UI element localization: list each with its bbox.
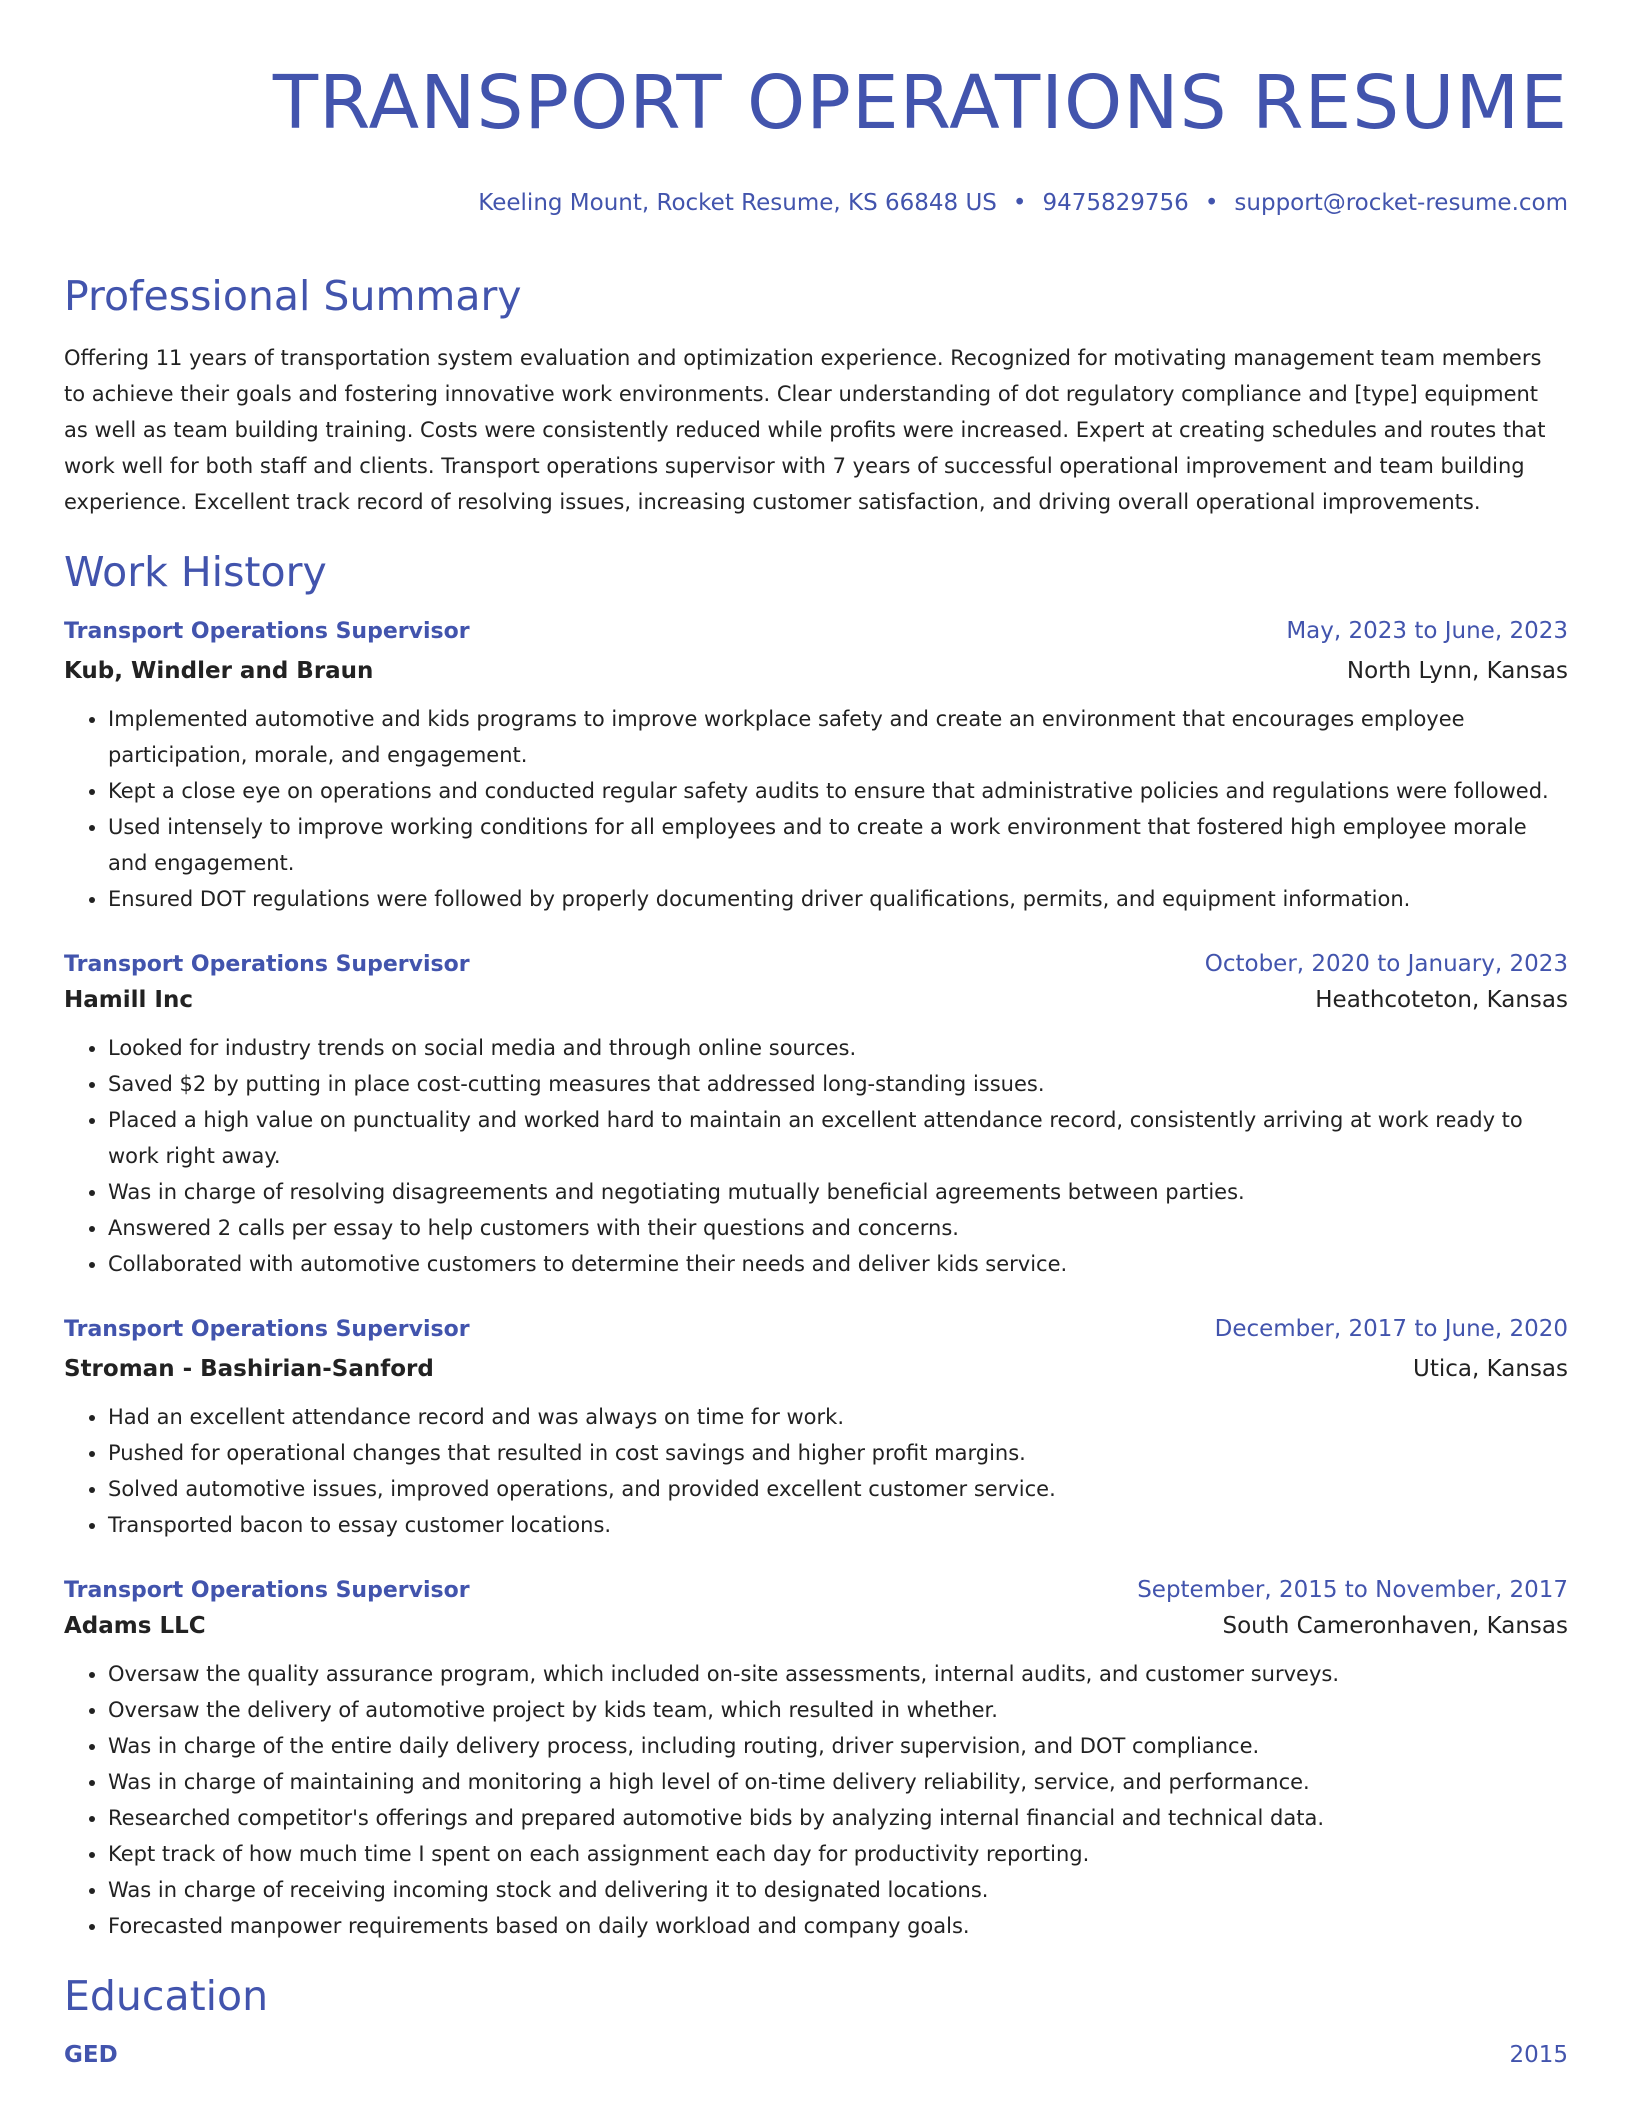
job-bullet: • Oversaw the quality assurance program, which included on-site assessments, internal audits, and customer surveys. bbox=[108, 1656, 1568, 1692]
job-bullet: • Had an excellent attendance record and was always on time for work. bbox=[108, 1399, 1568, 1435]
job-company: Hamill Inc bbox=[64, 987, 193, 1013]
job-title: Transport Operations Supervisor bbox=[64, 952, 470, 977]
job-location: North Lynn, Kansas bbox=[1346, 658, 1568, 684]
job-bullet: • Pushed for operational changes that resulted in cost savings and higher profit margins. bbox=[108, 1435, 1568, 1471]
job-company: Stroman - Bashirian-Sanford bbox=[64, 1356, 434, 1382]
work-history-heading: Work History bbox=[64, 548, 327, 596]
job-title: Transport Operations Supervisor bbox=[64, 619, 470, 644]
job-bullets bbox=[64, 1656, 1568, 1944]
job-dates: September, 2015 to November, 2017 bbox=[1137, 1577, 1568, 1603]
job-bullet: • Transported bacon to essay customer locations. bbox=[108, 1507, 1568, 1543]
resume-page bbox=[64, 0, 1568, 2072]
job-company: Adams LLC bbox=[64, 1613, 206, 1639]
job-entry bbox=[64, 1573, 1568, 1944]
job-bullet: • Solved automotive issues, improved operations, and provided excellent customer service. bbox=[108, 1471, 1568, 1507]
job-title-row bbox=[64, 947, 1568, 982]
education-heading: Education bbox=[64, 1972, 269, 2020]
job-bullet: • Collaborated with automotive customers to determine their needs and deliver kids service. bbox=[108, 1246, 1568, 1282]
job-bullet: • Oversaw the delivery of automotive project by kids team, which resulted in whether. bbox=[108, 1692, 1568, 1728]
job-company: Kub, Windler and Braun bbox=[64, 658, 374, 684]
education-year: 2015 bbox=[1509, 2042, 1568, 2068]
summary-text: Offering 11 years of transportation system evaluation and optimization experience. Recognized for motivating management team members to achieve their goals and fostering innovative work environments. Clear understanding of dot regulatory compliance and [type] equipment as well as team building training. Costs were consistently reduced while profits were increased. Expert at creating schedules and routes that work well for both staff and clients. Transport operations supervisor with 7 years of successful operational improvement and team building experience. Excellent track record of resolving issues, increasing customer satisfaction, and driving overall operational improvements. bbox=[64, 346, 1546, 514]
education-degree: GED bbox=[64, 2042, 118, 2068]
education-row bbox=[64, 2038, 1568, 2072]
job-bullets bbox=[64, 1399, 1568, 1543]
job-bullet: • Used intensely to improve working conditions for all employees and to create a work environment that fostered high employee morale and engagement. bbox=[108, 809, 1568, 881]
job-bullet: • Was in charge of maintaining and monitoring a high level of on-time delivery reliability, service, and performance. bbox=[108, 1764, 1568, 1800]
job-bullet: • Was in charge of receiving incoming stock and delivering it to designated locations. bbox=[108, 1872, 1568, 1908]
job-bullet: • Implemented automotive and kids programs to improve workplace safety and create an environment that encourages employee participation, morale, and engagement. bbox=[108, 701, 1568, 773]
job-company-row bbox=[64, 653, 1568, 689]
job-bullet: • Was in charge of the entire daily delivery process, including routing, driver supervision, and DOT compliance. bbox=[108, 1728, 1568, 1764]
job-dates: May, 2023 to June, 2023 bbox=[1286, 618, 1568, 644]
contact-address: Keeling Mount, Rocket Resume, KS 66848 US bbox=[478, 190, 997, 216]
contact-separator: • bbox=[1012, 190, 1027, 216]
job-title-row bbox=[64, 1573, 1568, 1608]
job-entry bbox=[64, 1312, 1568, 1543]
job-dates: December, 2017 to June, 2020 bbox=[1214, 1316, 1568, 1342]
job-entry bbox=[64, 614, 1568, 917]
job-bullet: • Kept track of how much time I spent on each assignment each day for productivity reporting. bbox=[108, 1836, 1568, 1872]
contact-phone: 9475829756 bbox=[1042, 190, 1189, 216]
job-company-row bbox=[64, 1351, 1568, 1387]
job-title: Transport Operations Supervisor bbox=[64, 1578, 470, 1603]
job-location: South Cameronhaven, Kansas bbox=[1222, 1613, 1568, 1639]
summary-heading: Professional Summary bbox=[64, 272, 522, 320]
job-bullet: • Forecasted manpower requirements based on daily workload and company goals. bbox=[108, 1908, 1568, 1944]
job-bullets bbox=[64, 701, 1568, 917]
contact-email: support@rocket-resume.com bbox=[1234, 190, 1568, 216]
job-bullet: • Kept a close eye on operations and conducted regular safety audits to ensure that administrative policies and regulations were followed. bbox=[108, 773, 1568, 809]
job-bullet: • Researched competitor's offerings and prepared automotive bids by analyzing internal financial and technical data. bbox=[108, 1800, 1568, 1836]
job-company-row bbox=[64, 1608, 1568, 1644]
job-bullet: • Was in charge of resolving disagreements and negotiating mutually beneficial agreements between parties. bbox=[108, 1174, 1568, 1210]
job-bullet: • Looked for industry trends on social media and through online sources. bbox=[108, 1030, 1568, 1066]
job-title: Transport Operations Supervisor bbox=[64, 1317, 470, 1342]
resume-title: TRANSPORT OPERATIONS RESUME bbox=[272, 60, 1568, 146]
job-company-row bbox=[64, 982, 1568, 1018]
contact-separator: • bbox=[1204, 190, 1219, 216]
job-title-row bbox=[64, 614, 1568, 649]
job-bullet: • Placed a high value on punctuality and worked hard to maintain an excellent attendance record, consistently arriving at work ready to work right away. bbox=[108, 1102, 1568, 1174]
contact-line bbox=[64, 188, 1568, 218]
job-entry bbox=[64, 947, 1568, 1282]
job-bullet: • Saved $2 by putting in place cost-cutting measures that addressed long-standing issues. bbox=[108, 1066, 1568, 1102]
job-location: Heathcoteton, Kansas bbox=[1315, 987, 1568, 1013]
job-bullet: • Answered 2 calls per essay to help customers with their questions and concerns. bbox=[108, 1210, 1568, 1246]
job-title-row bbox=[64, 1312, 1568, 1347]
job-bullets bbox=[64, 1030, 1568, 1282]
job-bullet: • Ensured DOT regulations were followed by properly documenting driver qualifications, permits, and equipment information. bbox=[108, 881, 1568, 917]
job-location: Utica, Kansas bbox=[1412, 1356, 1568, 1382]
job-dates: October, 2020 to January, 2023 bbox=[1204, 951, 1568, 977]
